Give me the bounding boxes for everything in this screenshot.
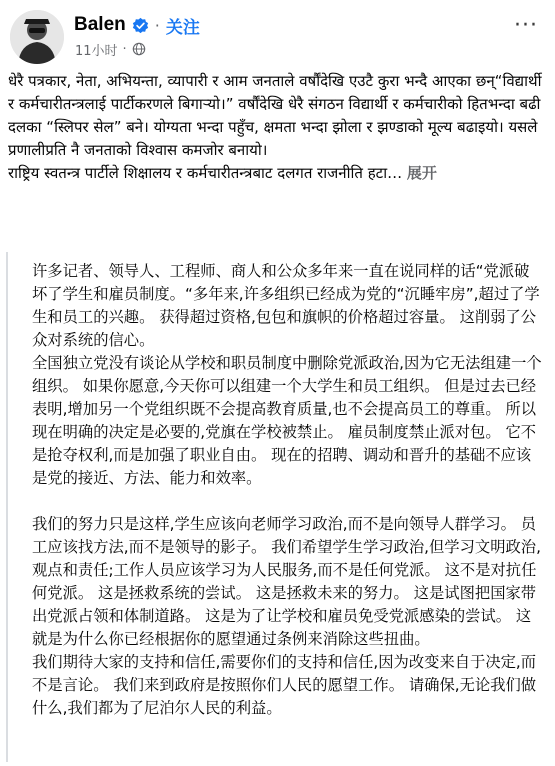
translation-block: [6, 252, 548, 762]
author-row: [74, 12, 200, 38]
post-header: [0, 0, 555, 68]
post-time[interactable]: 11小时: [75, 43, 118, 59]
post-body-original: [8, 70, 551, 185]
post-text-line: राष्ट्रिय स्वतन्त्र पार्टीले शिक्षालय र कर्मचारीतन्त्रबाट दलगत राजनीति हटा…: [8, 164, 403, 182]
verified-badge-icon: [132, 17, 149, 34]
more-options-icon[interactable]: ···: [514, 12, 538, 38]
meta-separator: ·: [122, 41, 127, 57]
translation-text: [32, 260, 542, 720]
avatar-photo: [10, 10, 64, 64]
avatar[interactable]: [10, 10, 64, 64]
translation-paragraph-4: 我们期待大家的支持和信任,需要你们的支持和信任,因为改变来自于决定,而不是言论。 我们来到政府是按照你们人民的愿望工作。 请确保,无论我们做什么,我们都为了尼泊尔人民的利益。: [32, 653, 537, 717]
post-meta: [75, 40, 146, 58]
post-text-truncated: [8, 162, 551, 185]
translation-paragraph-3: 我们的努力只是这样,学生应该向老师学习政治,而不是向领导人群学习。 员工应该找方法,而不是领导的影子。 我们希望学生学习政治,但学习文明政治,观点和责任;工作人员应该学习为人民服务,而不是任何党派。 这不是对抗任何党派。 这是拯救系统的尝试。 这是拯救未来的努力。 这是试图把国家带出党派占领和体制道路。 这是为了让学校和雇员免受党派感染的尝试。 这就是为什么你已经根据你的愿望通过条例来消除这些扭曲。: [32, 515, 541, 648]
separator-dot: ·: [154, 15, 160, 35]
author-name[interactable]: Balen: [74, 14, 126, 35]
follow-button[interactable]: 关注: [165, 17, 200, 38]
globe-icon: [132, 42, 146, 56]
translation-paragraph-2: 全国独立党没有谈论从学校和职员制度中删除党派政治,因为它无法组建一个组织。 如果你愿意,今天你可以组建一个大学生和员工组织。 但是过去已经表明,增加另一个党组织既不会提高教育质量,也不会提高员工的尊重。 所以现在明确的决定是必要的,党旗在学校被禁止。 雇员制度禁止派对包。 它不是抢夺权利,而是加强了职业自由。 现在的招聘、调动和晋升的基础不应该是党的接近、方法、能力和效率。: [32, 354, 542, 487]
see-more-link[interactable]: 展开: [406, 164, 437, 182]
translation-paragraph-1: 许多记者、领导人、工程师、商人和公众多年来一直在说同样的话“党派破坏了学生和雇员制度。“多年来,许多组织已经成为党的“沉睡牢房”,超过了学生和员工的兴趣。 获得超过资格,包包和旗帜的价格超过容量。 这削弱了公众对系统的信心。: [32, 262, 540, 349]
post-text-paragraph: धेरै पत्रकार, नेता, अभियन्ता, व्यापारी र आम जनताले वर्षौंदेखि एउटै कुरा भन्दै आएका छन्“विद्यार्थी र कर्मचारीतन्त्रलाई पार्टीकरणले बिगाऱ्यो।” वर्षौंदेखि धेरै संगठन विद्यार्थी र कर्मचारीको हितभन्दा बढी दलका “स्लिपर सेल” बने। योग्यता भन्दा पहुँच, क्षमता भन्दा झोला र झण्डाको मूल्य बढाइयो। यसले प्रणालीप्रति नै जनताको विश्वास कमजोर बनायो।: [8, 72, 542, 159]
